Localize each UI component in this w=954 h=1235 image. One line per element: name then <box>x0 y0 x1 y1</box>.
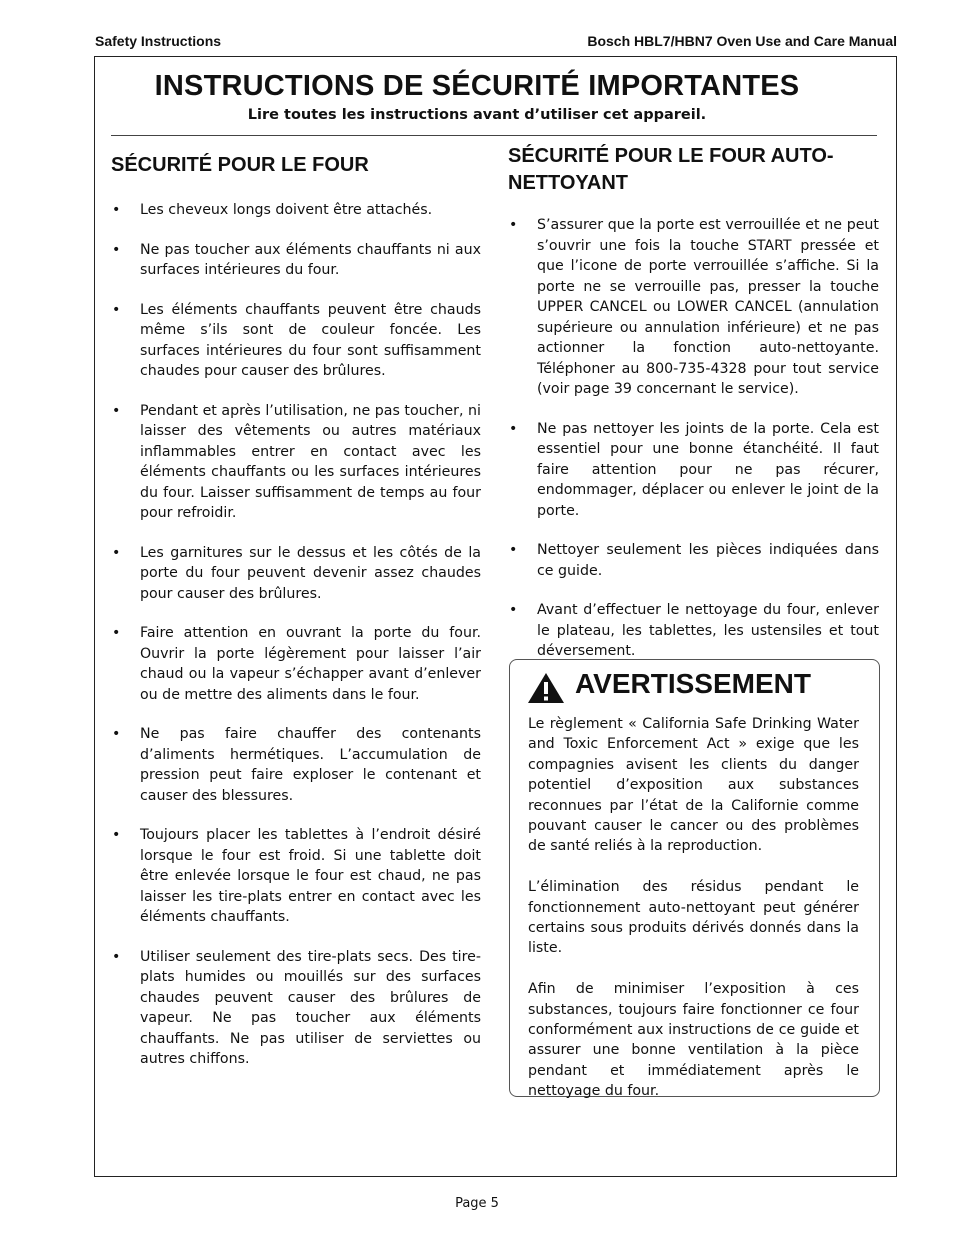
page-title: INSTRUCTIONS DE SÉCURITÉ IMPORTANTES <box>154 70 800 102</box>
list-item: • Pendant et après l’utilisation, ne pas toucher, ni laisser des vêtements ou autres matériaux inflammables entrer en contact avec les éléments chauffants ou les surfaces intérieures du four. Laisser suffisamment de temps au four pour refroidir. <box>112 402 481 521</box>
list-item: • Les éléments chauffants peuvent être chauds même s’ils sont de couleur foncée. Les surfaces intérieures du four sont suffisamment chaudes pour causer des brûlures. <box>112 301 481 379</box>
warning-paragraph: Le règlement « California Safe Drinking Water and Toxic Enforcement Act » exige que les compagnies avisent les clients du danger potentiel d’exposition aux substances reconnues par l’état de la Californie comme pouvant causer le cancer ou des problèmes de santé reliés à la reproduction. <box>528 716 859 855</box>
left-column-heading: SÉCURITÉ POUR LE FOUR <box>111 154 369 176</box>
list-item: • Ne pas nettoyer les joints de la porte. Cela est essentiel pour une bonne étanchéité. Il faut faire attention pour ne pas récurer, endommager, déplacer ou enlever le joint de la porte. <box>509 420 879 519</box>
list-item: • Nettoyer seulement les pièces indiquées dans ce guide. <box>509 542 879 579</box>
warning-title: AVERTISSEMENT <box>575 668 811 699</box>
warning-triangle-icon <box>527 672 565 704</box>
header-manual-title: Bosch HBL7/HBN7 Oven Use and Care Manual <box>587 33 897 49</box>
warning-paragraph: L’élimination des résidus pendant le fonctionnement auto-nettoyant peut générer certains sous produits dérivés donnés dans la liste. <box>528 879 859 957</box>
list-item: • S’assurer que la porte est verrouillée et ne peut s’ouvrir une fois la touche START pressée et que l’icone de porte verrouillée s’affiche. Si la porte ne se verrouille pas, presser la touche UPPER CANCEL ou LOWER CANCEL (annulation supérieure ou annulation inférieure) et ne pas actionner la fonction auto-nettoyante. Téléphoner au 800-735-4328 pour tout service (voir page 39 concernant le service). <box>509 217 879 397</box>
list-item: • Toujours placer les tablettes à l’endroit désiré lorsque le four est froid. Si une tablette doit être enlevée lorsque le four est chaud, ne pas laisser les tire-plats entrer en contact avec les éléments chauffants. <box>112 827 481 925</box>
left-column <box>111 200 481 1070</box>
left-bullet-list <box>111 200 481 1070</box>
right-bullet-list <box>508 215 879 662</box>
warning-text <box>528 714 859 1102</box>
right-heading-line2: NETTOYANT <box>508 172 629 194</box>
right-heading-line1: SÉCURITÉ POUR LE FOUR AUTO- <box>508 145 834 167</box>
title-divider <box>111 135 877 136</box>
header-section-title: Safety Instructions <box>95 33 222 49</box>
list-item: • Avant d’effectuer le nettoyage du four, enlever le plateau, les tablettes, les ustensiles et tout déversement. <box>509 602 879 659</box>
right-column-heading <box>508 143 834 197</box>
right-column <box>508 215 879 662</box>
list-item: • Les garnitures sur le dessus et les côtés de la porte du four peuvent devenir assez chaudes pour causer des brûlures. <box>112 544 481 602</box>
page-number: Page 5 <box>455 1196 499 1211</box>
page-subtitle: Lire toutes les instructions avant d’utiliser cet appareil. <box>247 107 707 123</box>
warning-paragraph: Afin de minimiser l’exposition à ces substances, toujours faire fonctionner ce four conformément aux instructions de ce guide et assurer une bonne ventilation à la pièce pendant et immédiatement après le nettoyage du four. <box>528 981 859 1100</box>
list-item: • Utiliser seulement des tire-plats secs. Des tire-plats humides ou mouillés sur des surfaces chaudes peuvent causer des brûlures de vapeur. Ne pas toucher aux éléments chauffants. Ne pas utiliser de serviettes ou autres chiffons. <box>112 948 481 1067</box>
list-item: • Les cheveux longs doivent être attachés. <box>112 202 433 218</box>
list-item: • Faire attention en ouvrant la porte du four. Ouvrir la porte légèrement pour laisser l’air chaud ou la vapeur s’échapper avant d’enlever ou de mettre des aliments dans le four. <box>112 625 481 703</box>
list-item: • Ne pas faire chauffer des contenants d’aliments hermétiques. L’accumulation de pression peut faire exploser le contenant et causer des blessures. <box>112 726 481 804</box>
list-item: • Ne pas toucher aux éléments chauffants ni aux surfaces intérieures du four. <box>112 241 481 278</box>
